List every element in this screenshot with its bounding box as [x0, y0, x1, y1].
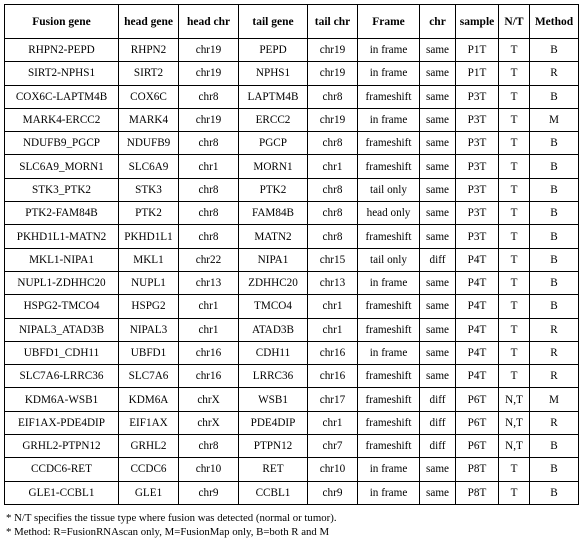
table-cell: frameshift — [358, 225, 420, 248]
table-cell: M — [530, 388, 579, 411]
table-cell: P3T — [456, 132, 499, 155]
table-cell: ZDHHC20 — [239, 271, 308, 294]
table-cell: P3T — [456, 225, 499, 248]
table-cell: M — [530, 108, 579, 131]
table-cell: LRRC36 — [239, 365, 308, 388]
column-header: head gene — [119, 5, 179, 39]
table-row — [5, 435, 579, 458]
table-body — [5, 39, 579, 505]
table-cell: chr16 — [308, 341, 358, 364]
table-cell: T — [499, 248, 530, 271]
column-header: N/T — [499, 5, 530, 39]
table-cell: frameshift — [358, 155, 420, 178]
table-cell: in frame — [358, 39, 420, 62]
table-cell: PTK2 — [119, 202, 179, 225]
table-cell: NUPL1-ZDHHC20 — [5, 271, 119, 294]
table-cell: in frame — [358, 481, 420, 504]
table-cell: same — [420, 318, 456, 341]
table-cell: chr19 — [179, 62, 239, 85]
table-cell: T — [499, 481, 530, 504]
table-row — [5, 225, 579, 248]
table-row — [5, 388, 579, 411]
table-cell: CDH11 — [239, 341, 308, 364]
column-header: chr — [420, 5, 456, 39]
table-cell: R — [530, 62, 579, 85]
table-cell: T — [499, 85, 530, 108]
table-cell: PTPN12 — [239, 435, 308, 458]
table-cell: B — [530, 248, 579, 271]
table-cell: P8T — [456, 458, 499, 481]
table-cell: GLE1 — [119, 481, 179, 504]
table-cell: same — [420, 85, 456, 108]
table-row — [5, 178, 579, 201]
table-cell: P4T — [456, 341, 499, 364]
table-cell: diff — [420, 248, 456, 271]
table-cell: B — [530, 132, 579, 155]
table-cell: B — [530, 225, 579, 248]
table-row — [5, 341, 579, 364]
table-cell: same — [420, 341, 456, 364]
table-cell: same — [420, 178, 456, 201]
table-cell: NPHS1 — [239, 62, 308, 85]
table-cell: chr9 — [308, 481, 358, 504]
table-cell: chr8 — [308, 132, 358, 155]
table-cell: HSPG2-TMCO4 — [5, 295, 119, 318]
table-cell: frameshift — [358, 132, 420, 155]
table-cell: chr1 — [179, 318, 239, 341]
table-cell: COX6C-LAPTM4B — [5, 85, 119, 108]
table-cell: T — [499, 318, 530, 341]
table-cell: chr1 — [179, 295, 239, 318]
table-cell: chr16 — [179, 365, 239, 388]
table-cell: chr8 — [179, 202, 239, 225]
table-cell: B — [530, 178, 579, 201]
table-cell: SLC7A6-LRRC36 — [5, 365, 119, 388]
table-cell: UBFD1_CDH11 — [5, 341, 119, 364]
table-cell: N,T — [499, 411, 530, 434]
table-cell: T — [499, 295, 530, 318]
table-cell: EIF1AX — [119, 411, 179, 434]
table-row — [5, 295, 579, 318]
table-cell: B — [530, 271, 579, 294]
table-cell: B — [530, 202, 579, 225]
table-cell: frameshift — [358, 435, 420, 458]
table-cell: chrX — [179, 388, 239, 411]
table-cell: chr17 — [308, 388, 358, 411]
table-cell: chr13 — [308, 271, 358, 294]
table-cell: chr19 — [308, 62, 358, 85]
table-cell: chr19 — [308, 108, 358, 131]
table-row — [5, 481, 579, 504]
table-row — [5, 318, 579, 341]
column-header: tail gene — [239, 5, 308, 39]
table-cell: diff — [420, 411, 456, 434]
table-row — [5, 39, 579, 62]
table-cell: frameshift — [358, 388, 420, 411]
table-cell: P3T — [456, 178, 499, 201]
table-cell: P4T — [456, 295, 499, 318]
table-cell: P6T — [456, 388, 499, 411]
table-row — [5, 271, 579, 294]
table-cell: SIRT2-NPHS1 — [5, 62, 119, 85]
footnote-nt: * N/T specifies the tissue type where fusion was detected (normal or tumor). — [6, 512, 337, 524]
table-cell: P4T — [456, 318, 499, 341]
table-cell: PTK2-FAM84B — [5, 202, 119, 225]
table-cell: diff — [420, 435, 456, 458]
table-cell: same — [420, 108, 456, 131]
column-header: Frame — [358, 5, 420, 39]
table-cell: P4T — [456, 248, 499, 271]
table-cell: LAPTM4B — [239, 85, 308, 108]
table-cell: R — [530, 411, 579, 434]
table-cell: PGCP — [239, 132, 308, 155]
table-cell: EIF1AX-PDE4DIP — [5, 411, 119, 434]
table-cell: chr7 — [308, 435, 358, 458]
table-cell: SLC7A6 — [119, 365, 179, 388]
table-cell: GLE1-CCBL1 — [5, 481, 119, 504]
table-cell: R — [530, 365, 579, 388]
table-cell: N,T — [499, 388, 530, 411]
table-cell: SIRT2 — [119, 62, 179, 85]
table-cell: P4T — [456, 271, 499, 294]
table-cell: chr9 — [179, 481, 239, 504]
table-cell: chr8 — [179, 435, 239, 458]
table-row — [5, 132, 579, 155]
table-cell: TMCO4 — [239, 295, 308, 318]
table-cell: chr8 — [179, 132, 239, 155]
table-cell: in frame — [358, 458, 420, 481]
table-cell: frameshift — [358, 85, 420, 108]
table-cell: chr16 — [308, 365, 358, 388]
table-cell: HSPG2 — [119, 295, 179, 318]
table-cell: SLC6A9_MORN1 — [5, 155, 119, 178]
table-cell: T — [499, 155, 530, 178]
column-header: tail chr — [308, 5, 358, 39]
table-cell: same — [420, 225, 456, 248]
table-cell: R — [530, 341, 579, 364]
table-cell: chr1 — [308, 318, 358, 341]
table-cell: MARK4 — [119, 108, 179, 131]
table-cell: P3T — [456, 85, 499, 108]
table-cell: P3T — [456, 108, 499, 131]
footnotes — [6, 511, 337, 539]
table-cell: T — [499, 225, 530, 248]
table-cell: chr8 — [308, 202, 358, 225]
table-cell: T — [499, 365, 530, 388]
table-cell: RHPN2-PEPD — [5, 39, 119, 62]
table-cell: frameshift — [358, 318, 420, 341]
table-cell: chr10 — [179, 458, 239, 481]
table-cell: NDUFB9 — [119, 132, 179, 155]
table-cell: NIPAL3_ATAD3B — [5, 318, 119, 341]
table-cell: same — [420, 62, 456, 85]
table-row — [5, 108, 579, 131]
table-cell: frameshift — [358, 295, 420, 318]
table-cell: B — [530, 295, 579, 318]
table-row — [5, 155, 579, 178]
table-cell: STK3_PTK2 — [5, 178, 119, 201]
table-cell: UBFD1 — [119, 341, 179, 364]
table-row — [5, 458, 579, 481]
table-cell: chr8 — [179, 85, 239, 108]
table-cell: T — [499, 178, 530, 201]
table-cell: tail only — [358, 178, 420, 201]
table-cell: R — [530, 318, 579, 341]
table-cell: chr19 — [308, 39, 358, 62]
table-cell: frameshift — [358, 365, 420, 388]
table-row — [5, 85, 579, 108]
table-cell: chr1 — [308, 295, 358, 318]
table-cell: same — [420, 39, 456, 62]
table-cell: P6T — [456, 411, 499, 434]
table-cell: in frame — [358, 108, 420, 131]
table-row — [5, 411, 579, 434]
table-cell: B — [530, 39, 579, 62]
table-cell: RET — [239, 458, 308, 481]
table-cell: T — [499, 108, 530, 131]
table-cell: B — [530, 481, 579, 504]
table-cell: COX6C — [119, 85, 179, 108]
table-cell: KDM6A-WSB1 — [5, 388, 119, 411]
table-cell: chr1 — [308, 411, 358, 434]
table-cell: chr8 — [308, 225, 358, 248]
table-cell: chr1 — [308, 155, 358, 178]
table-cell: chr10 — [308, 458, 358, 481]
table-cell: P6T — [456, 435, 499, 458]
table-cell: STK3 — [119, 178, 179, 201]
table-cell: chr16 — [179, 341, 239, 364]
table-row — [5, 202, 579, 225]
table-cell: MORN1 — [239, 155, 308, 178]
footnote-method: * Method: R=FusionRNAscan only, M=FusionMap only, B=both R and M — [6, 526, 330, 538]
table-cell: chr8 — [308, 178, 358, 201]
fusion-gene-table — [4, 4, 579, 505]
column-header: Fusion gene — [5, 5, 119, 39]
table-cell: chr8 — [308, 85, 358, 108]
table-cell: same — [420, 271, 456, 294]
table-cell: in frame — [358, 271, 420, 294]
column-header: Method — [530, 5, 579, 39]
table-cell: P8T — [456, 481, 499, 504]
column-header: sample — [456, 5, 499, 39]
table-cell: chr22 — [179, 248, 239, 271]
table-row — [5, 62, 579, 85]
table-cell: NIPAL3 — [119, 318, 179, 341]
table-cell: tail only — [358, 248, 420, 271]
table-cell: chr19 — [179, 39, 239, 62]
table-cell: in frame — [358, 341, 420, 364]
table-cell: B — [530, 85, 579, 108]
table-cell: GRHL2-PTPN12 — [5, 435, 119, 458]
table-cell: PKHD1L1-MATN2 — [5, 225, 119, 248]
table-cell: WSB1 — [239, 388, 308, 411]
table-cell: CCDC6-RET — [5, 458, 119, 481]
table-cell: NUPL1 — [119, 271, 179, 294]
table-cell: P1T — [456, 39, 499, 62]
table-cell: ATAD3B — [239, 318, 308, 341]
table-cell: MKL1 — [119, 248, 179, 271]
table-cell: in frame — [358, 62, 420, 85]
table-cell: same — [420, 132, 456, 155]
table-cell: diff — [420, 388, 456, 411]
table-cell: B — [530, 435, 579, 458]
table-cell: T — [499, 271, 530, 294]
table-cell: same — [420, 202, 456, 225]
table-cell: MATN2 — [239, 225, 308, 248]
table-cell: P1T — [456, 62, 499, 85]
table-cell: PKHD1L1 — [119, 225, 179, 248]
table-cell: GRHL2 — [119, 435, 179, 458]
table-cell: chr19 — [179, 108, 239, 131]
table-cell: head only — [358, 202, 420, 225]
table-cell: N,T — [499, 435, 530, 458]
table-row — [5, 365, 579, 388]
table-cell: ERCC2 — [239, 108, 308, 131]
table-cell: T — [499, 39, 530, 62]
table-cell: B — [530, 155, 579, 178]
table-cell: FAM84B — [239, 202, 308, 225]
table-cell: NDUFB9_PGCP — [5, 132, 119, 155]
table-cell: MKL1-NIPA1 — [5, 248, 119, 271]
table-cell: PEPD — [239, 39, 308, 62]
table-cell: same — [420, 458, 456, 481]
column-header: head chr — [179, 5, 239, 39]
table-cell: RHPN2 — [119, 39, 179, 62]
table-cell: P3T — [456, 202, 499, 225]
table-cell: frameshift — [358, 411, 420, 434]
table-cell: NIPA1 — [239, 248, 308, 271]
table-cell: T — [499, 202, 530, 225]
table-cell: chr1 — [179, 155, 239, 178]
table-cell: T — [499, 341, 530, 364]
table-cell: KDM6A — [119, 388, 179, 411]
table-cell: same — [420, 365, 456, 388]
table-cell: CCDC6 — [119, 458, 179, 481]
table-cell: T — [499, 458, 530, 481]
table-cell: T — [499, 132, 530, 155]
table-cell: MARK4-ERCC2 — [5, 108, 119, 131]
table-cell: chr15 — [308, 248, 358, 271]
table-cell: CCBL1 — [239, 481, 308, 504]
table-cell: P3T — [456, 155, 499, 178]
table-cell: chrX — [179, 411, 239, 434]
table-cell: chr8 — [179, 178, 239, 201]
table-cell: B — [530, 458, 579, 481]
table-cell: T — [499, 62, 530, 85]
table-row — [5, 248, 579, 271]
table-cell: same — [420, 295, 456, 318]
table-header-row — [5, 5, 579, 39]
table-cell: PTK2 — [239, 178, 308, 201]
table-cell: same — [420, 155, 456, 178]
table-cell: PDE4DIP — [239, 411, 308, 434]
table-cell: chr8 — [179, 225, 239, 248]
table-cell: SLC6A9 — [119, 155, 179, 178]
table-cell: same — [420, 481, 456, 504]
table-cell: chr13 — [179, 271, 239, 294]
table-cell: P4T — [456, 365, 499, 388]
